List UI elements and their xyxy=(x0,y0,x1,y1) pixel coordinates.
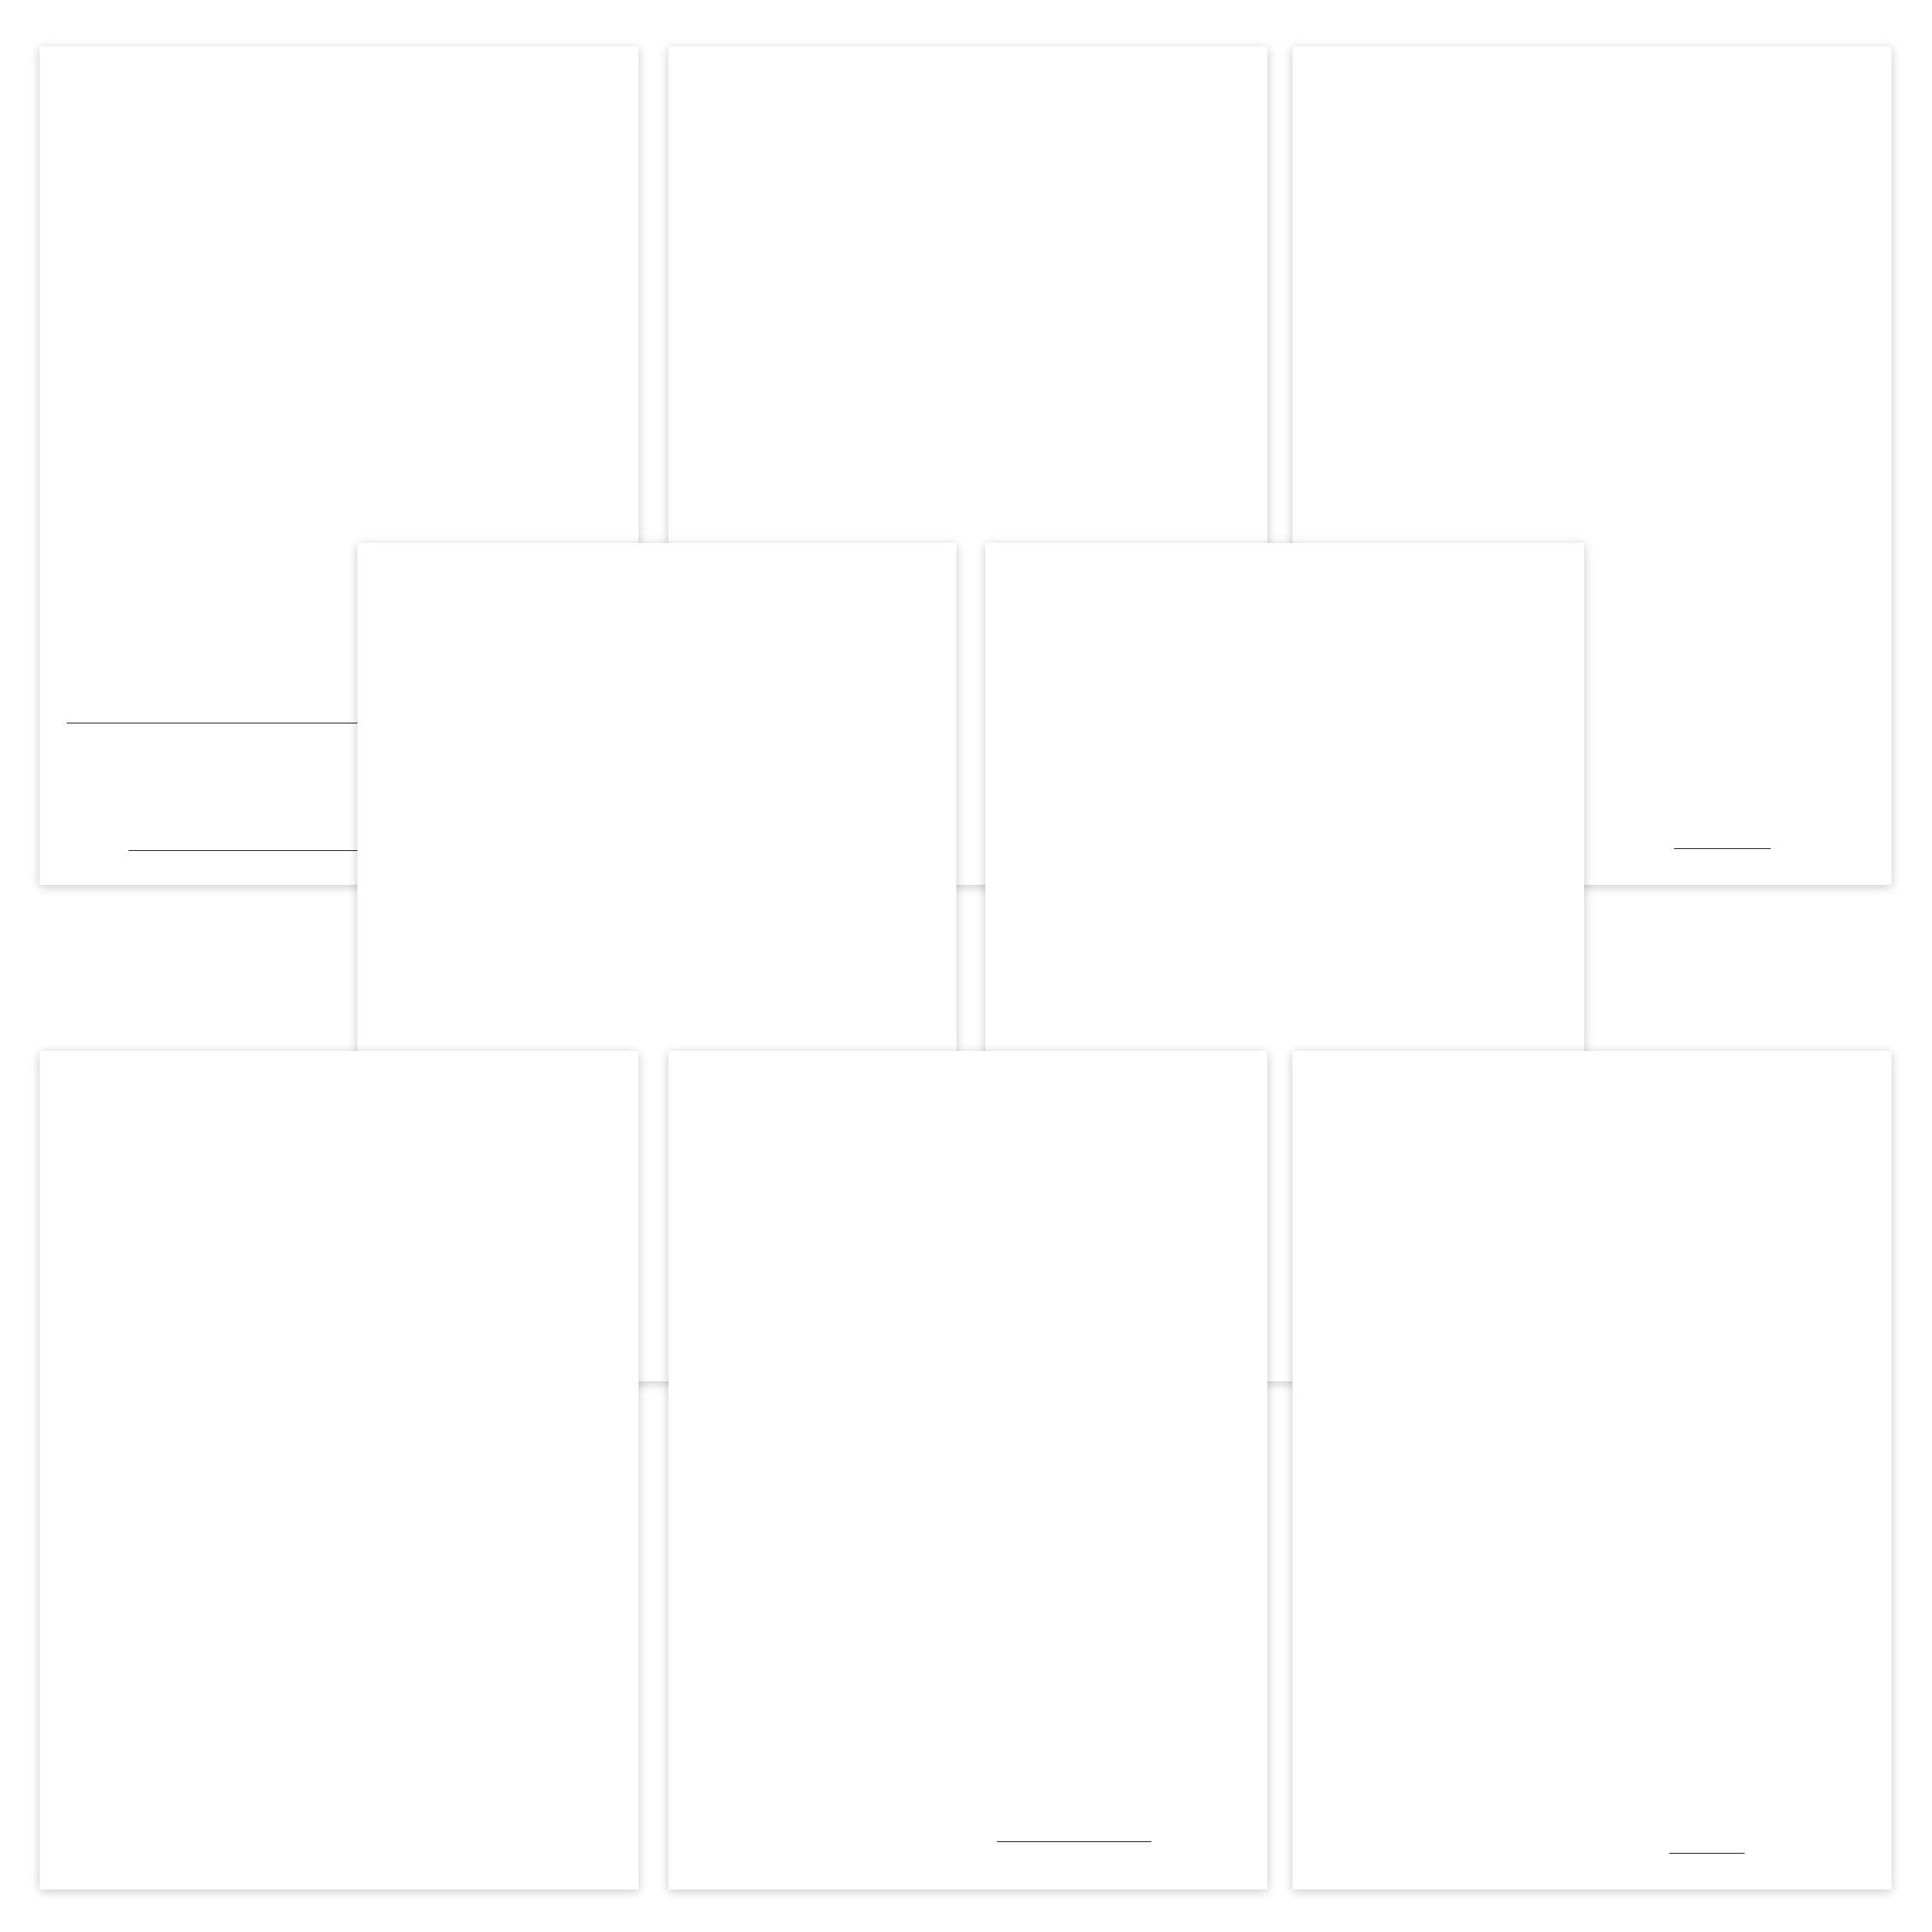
card-younger-or-older xyxy=(1293,1051,1891,1889)
card-the-price-is-right xyxy=(668,1051,1267,1889)
card8-total-line xyxy=(1669,1853,1745,1854)
card-1963-trivia xyxy=(40,1051,639,1889)
card3-footer-line xyxy=(1674,848,1771,849)
card7-total-line xyxy=(997,1841,1151,1842)
